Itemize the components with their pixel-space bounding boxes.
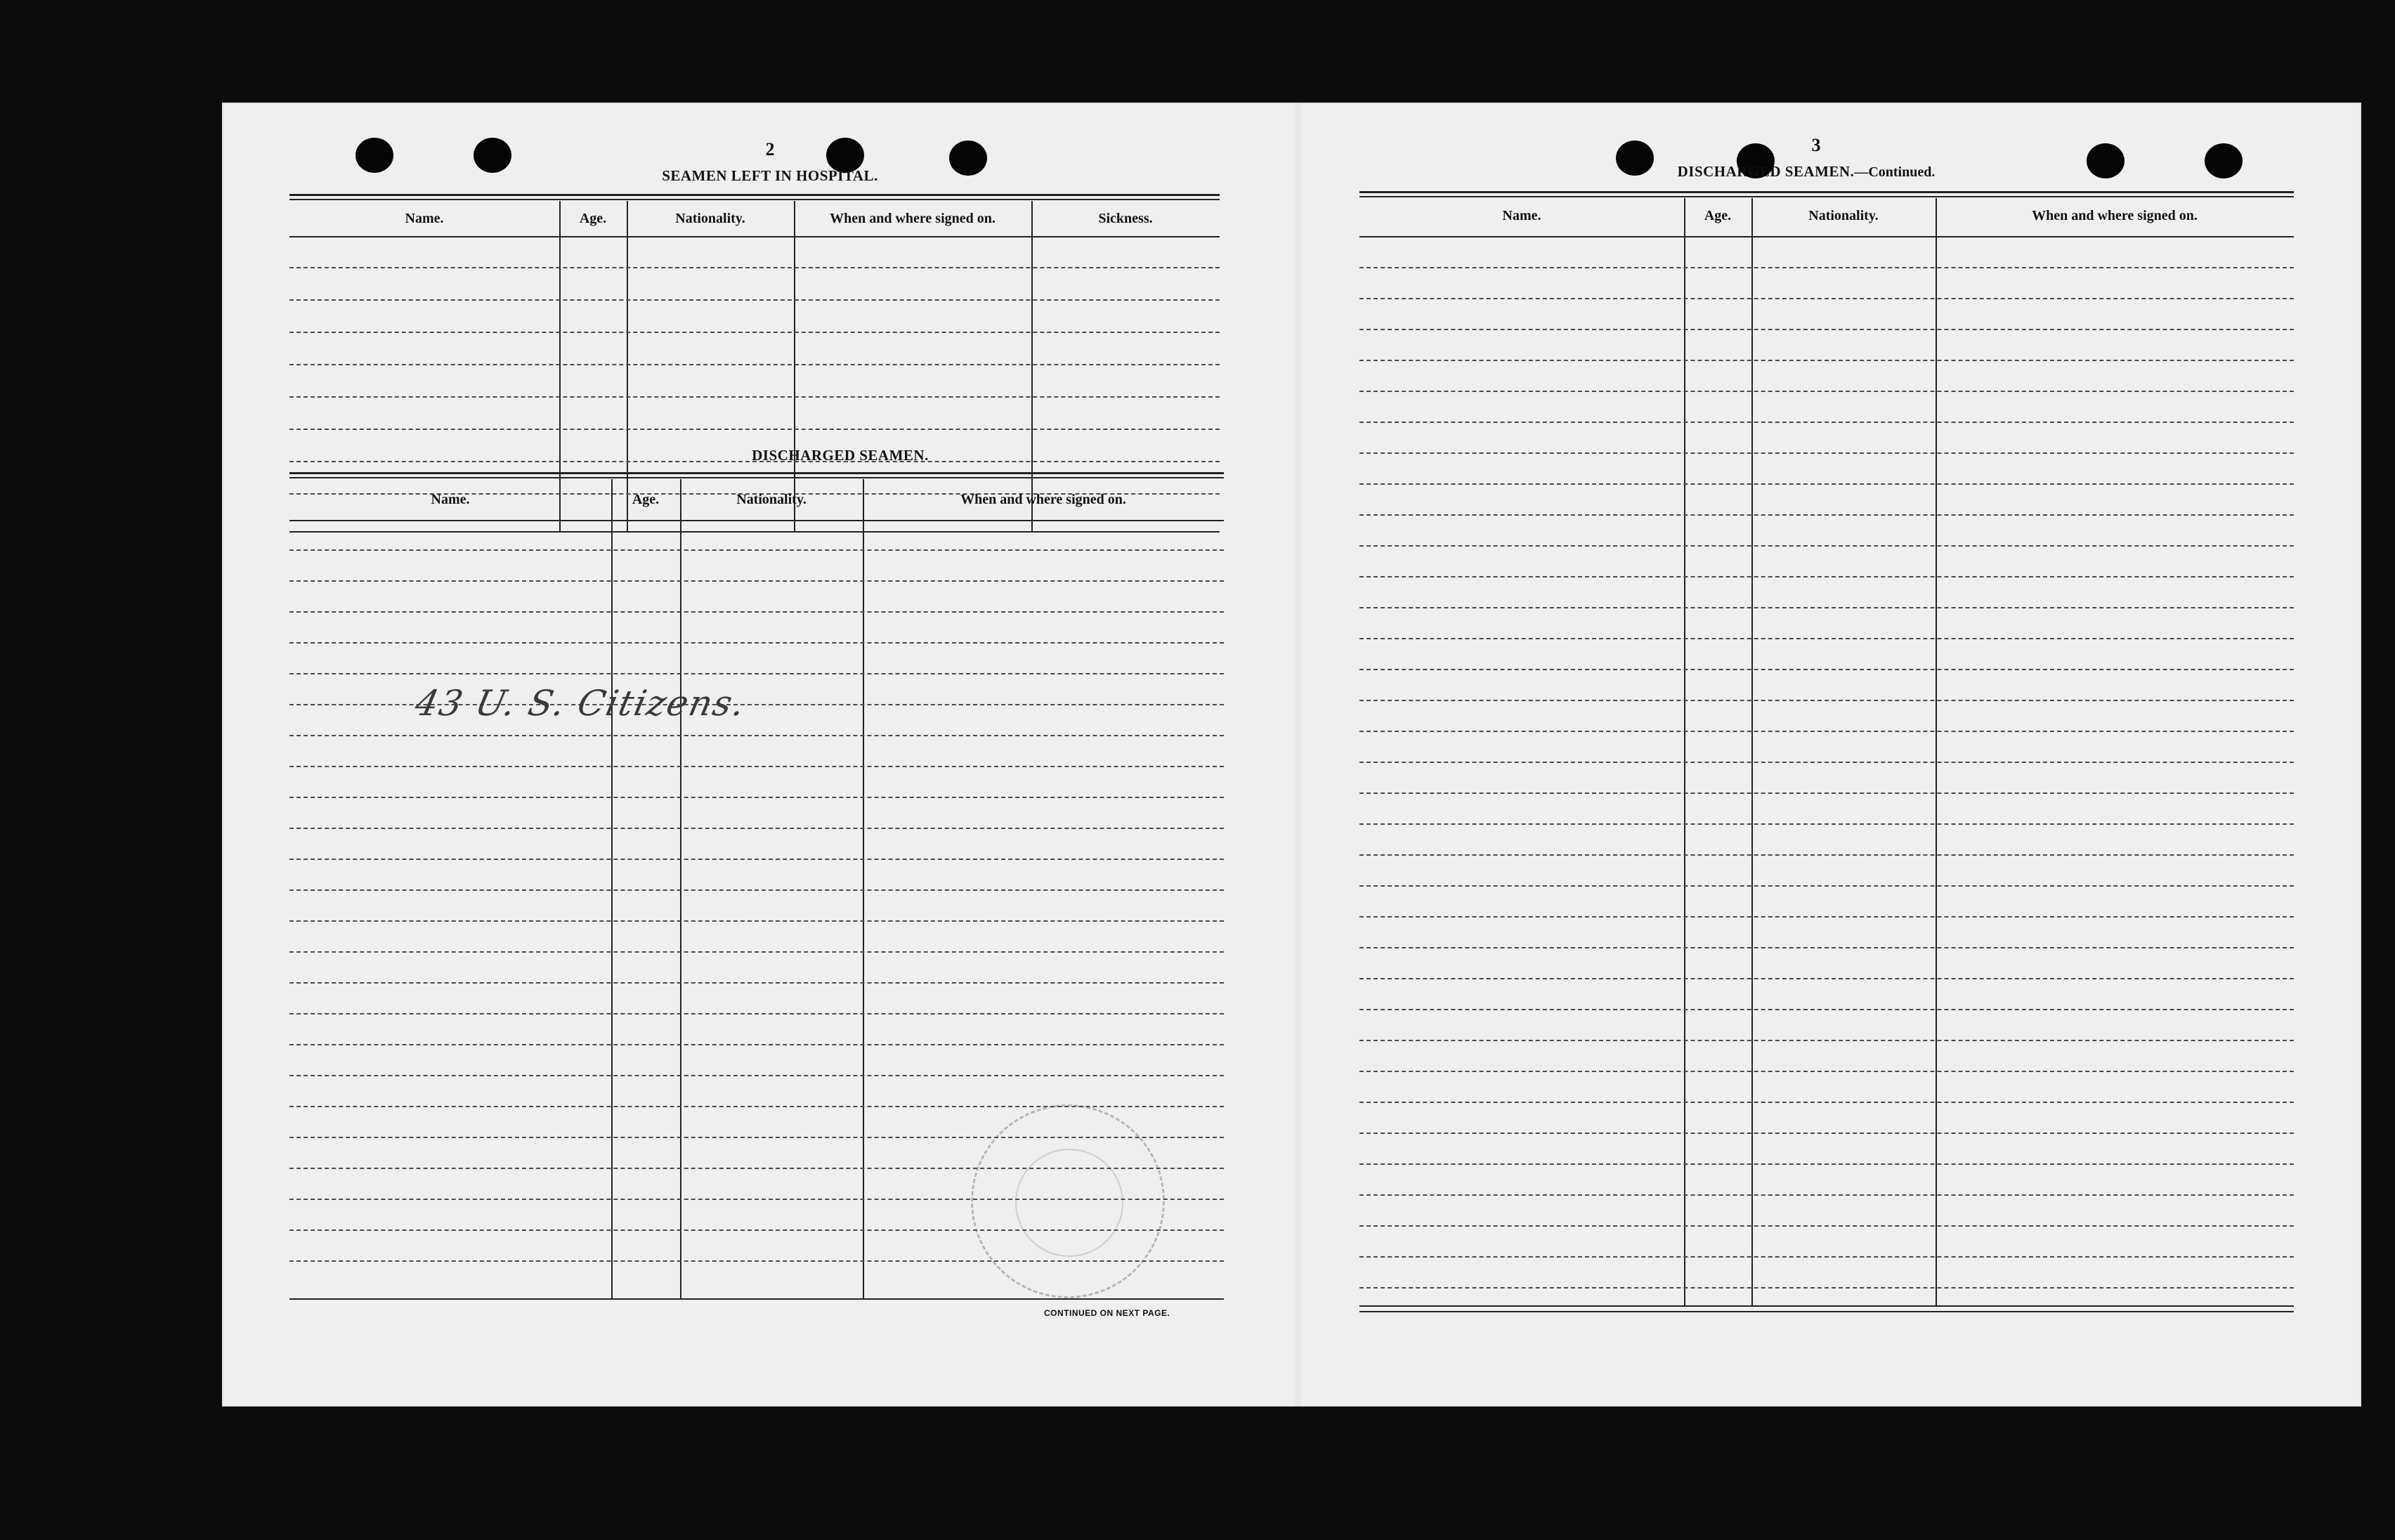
table-top-rule (289, 199, 1220, 200)
table-row (289, 673, 1224, 674)
table-bottom-rule (1359, 1311, 2294, 1312)
column-header-sickness: Sickness. (1098, 211, 1153, 226)
table-top-rule (289, 472, 1224, 474)
table-row (1359, 638, 2294, 639)
table-row (1359, 1163, 2294, 1165)
page-number: 2 (765, 139, 775, 159)
section-title-text: DISCHARGED SEAMEN. (1677, 163, 1855, 180)
column-header-name: Name. (1502, 208, 1541, 223)
table-row (289, 332, 1220, 333)
table-row (289, 889, 1224, 891)
table-top-rule (289, 477, 1224, 478)
table-bottom-rule (1359, 1305, 2294, 1307)
table-row (289, 735, 1224, 736)
section-title-suffix: —Continued. (1854, 164, 1936, 180)
discharged-table (289, 472, 1224, 1414)
continued-note: CONTINUED ON NEXT PAGE. (1044, 1308, 1170, 1318)
table-bottom-rule (289, 1298, 1224, 1300)
section-title (1581, 163, 2031, 181)
table-row (1359, 329, 2294, 330)
column-header-age: Age. (1704, 208, 1732, 223)
table-row (289, 828, 1224, 829)
table-top-rule (1359, 196, 2294, 197)
faded-stamp (971, 1104, 1165, 1298)
table-row (289, 580, 1224, 582)
table-row (1359, 978, 2294, 979)
table-row (1359, 1071, 2294, 1072)
table-row (1359, 1102, 2294, 1103)
table-row (289, 1075, 1224, 1076)
table-row (1359, 854, 2294, 856)
right-page (1300, 103, 2361, 1407)
table-row (1359, 1194, 2294, 1196)
table-row (1359, 1040, 2294, 1041)
column-divider (1684, 198, 1685, 1305)
table-row (289, 951, 1224, 953)
header-bottom-rule (289, 520, 1224, 521)
table-row (1359, 452, 2294, 454)
table-row (1359, 885, 2294, 887)
table-row (289, 267, 1220, 268)
column-divider (680, 479, 681, 1298)
table-row (1359, 1225, 2294, 1227)
table-row (289, 1044, 1224, 1045)
table-row (1359, 731, 2294, 732)
table-row (1359, 576, 2294, 578)
column-divider (1751, 198, 1753, 1305)
table-row (289, 642, 1224, 644)
table-row (289, 920, 1224, 922)
table-row (289, 396, 1220, 398)
table-row (1359, 823, 2294, 825)
table-row (1359, 298, 2294, 299)
table-row (289, 364, 1220, 365)
column-divider (611, 479, 613, 1298)
table-row (1359, 762, 2294, 763)
column-header-age: Age. (579, 211, 607, 226)
column-header-nationality: Nationality. (1808, 208, 1879, 223)
table-row (1359, 422, 2294, 423)
table-row (1359, 360, 2294, 361)
table-row (289, 299, 1220, 301)
discharged-continued-table (1359, 191, 2294, 1414)
table-row (1359, 483, 2294, 485)
table-row (289, 982, 1224, 984)
table-row (289, 549, 1224, 551)
table-row (1359, 916, 2294, 918)
header-bottom-rule (289, 236, 1220, 237)
table-row (1359, 1287, 2294, 1288)
table-row (1359, 1133, 2294, 1134)
column-header-nationality: Nationality. (736, 492, 807, 507)
column-header-name: Name. (405, 211, 444, 226)
table-row (1359, 669, 2294, 670)
column-divider (1936, 198, 1937, 1305)
table-row (1359, 391, 2294, 392)
table-row (289, 1013, 1224, 1014)
table-row (1359, 1009, 2294, 1010)
table-row (289, 766, 1224, 767)
table-row (1359, 700, 2294, 701)
table-row (1359, 545, 2294, 547)
table-top-rule (1359, 191, 2294, 193)
header-bottom-rule (1359, 236, 2294, 237)
ledger-sheet (222, 103, 2361, 1407)
table-row (1359, 792, 2294, 794)
hospital-section-title: SEAMEN LEFT IN HOSPITAL. (662, 167, 878, 184)
table-row (289, 611, 1224, 613)
table-row (289, 429, 1220, 430)
table-row (289, 797, 1224, 798)
column-header-nationality: Nationality. (675, 211, 745, 226)
table-row (1359, 607, 2294, 608)
column-header-signed-on: When and where signed on. (960, 492, 1126, 507)
table-row (1359, 267, 2294, 268)
table-row (1359, 1256, 2294, 1258)
table-row (1359, 514, 2294, 516)
discharged-section-title: DISCHARGED SEAMEN. (752, 447, 929, 464)
left-page (222, 103, 1297, 1407)
column-header-age: Age. (632, 492, 660, 507)
column-divider (863, 479, 864, 1298)
handwritten-entry: 43 U. S. Citizens. (411, 683, 750, 724)
column-header-signed-on: When and where signed on. (830, 211, 996, 226)
page-number: 3 (1811, 135, 1821, 155)
table-row (289, 859, 1224, 860)
column-header-signed-on: When and where signed on. (2032, 208, 2198, 223)
column-header-name: Name. (431, 492, 470, 507)
faded-stamp-center (1015, 1149, 1123, 1257)
table-row (1359, 947, 2294, 948)
table-top-rule (289, 194, 1220, 196)
